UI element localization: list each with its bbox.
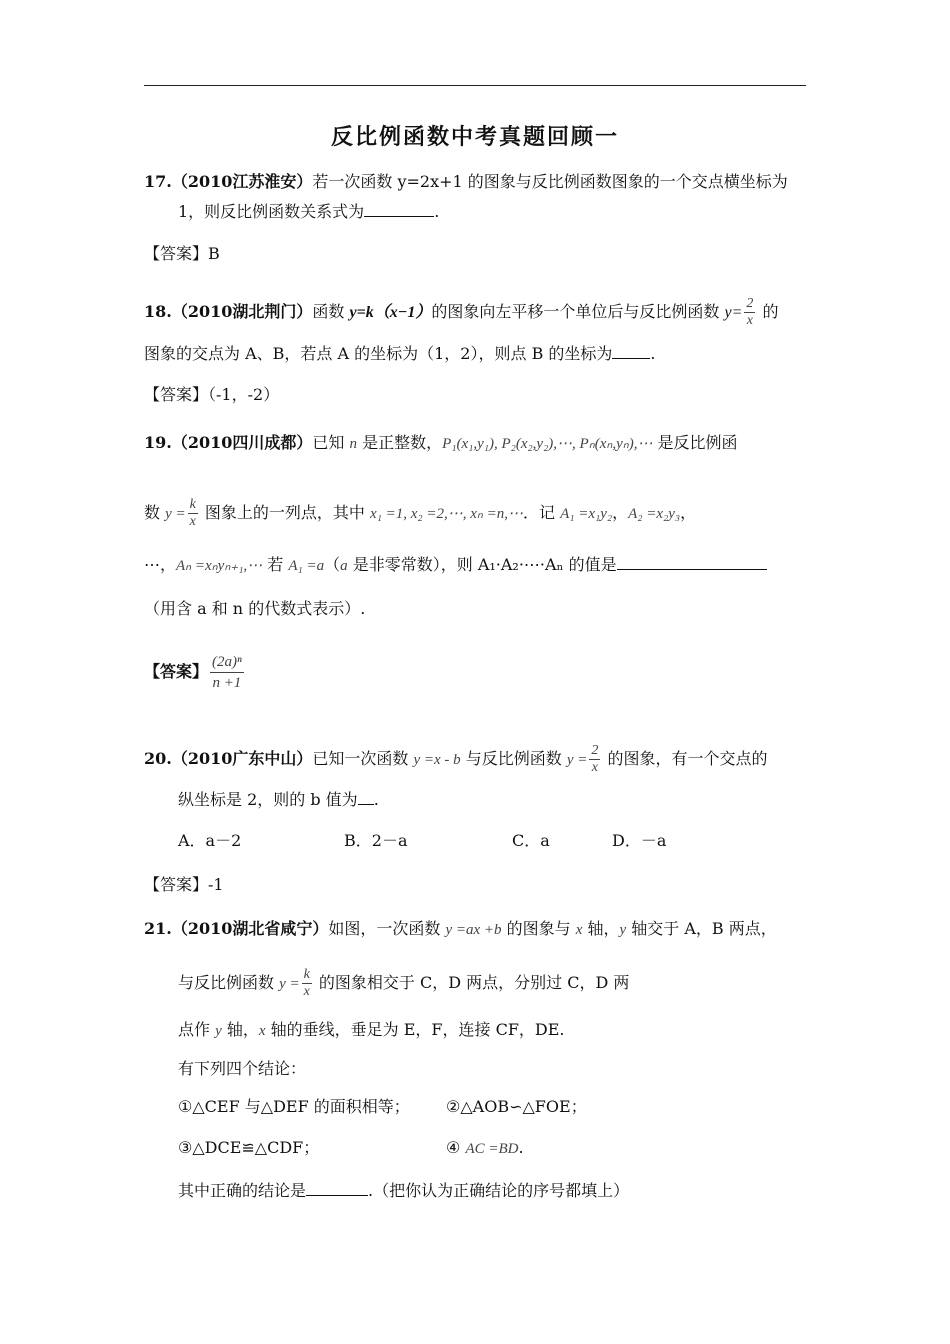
- q20-option-d[interactable]: D．－a: [612, 831, 667, 850]
- q21-line-1: [144, 918, 777, 941]
- q21-line-2: [178, 967, 629, 1000]
- q20-frac-den: x: [589, 759, 600, 776]
- q19-text: 图象上的一列点，其中: [199, 503, 371, 522]
- q21-text: 轴的垂线，垂足为 E，F，连接 CF，DE.: [265, 1020, 565, 1039]
- q19-text: 若: [262, 555, 289, 574]
- q17-line-2: [178, 200, 439, 223]
- q21-frac-num: k: [303, 967, 310, 982]
- q19-line-3: [144, 553, 767, 577]
- q21-conclusion-1: ①△CEF 与△DEF 的面积相等；: [178, 1097, 410, 1116]
- q19-source: （2010四川成都）: [171, 433, 313, 452]
- q17-text-1: 若一次函数 y=2x+1 的图象与反比例函数图象的一个交点横坐标为: [312, 172, 788, 191]
- q19-answer-num: (2a)ⁿ: [212, 654, 242, 670]
- q21-y-eq: y =: [279, 976, 300, 992]
- q21-c4-expr: AC =BD: [465, 1141, 519, 1157]
- q19-line-4: [144, 598, 365, 620]
- q21-blank[interactable]: [306, 1179, 368, 1196]
- q21-text: 轴，: [582, 919, 620, 938]
- q21-line-5: [178, 1179, 629, 1202]
- q20-option-c[interactable]: C．a: [512, 831, 550, 850]
- q18-text-2: 图象的交点为 A、B，若点 A 的坐标为（1，2），则点 B 的坐标为: [144, 344, 613, 363]
- q20-y-eq: y =: [566, 752, 588, 768]
- q21-y: y: [619, 922, 627, 938]
- q18-source: （2010湖北荆门）: [171, 302, 313, 321]
- q19-answer-fraction: [210, 652, 244, 693]
- q20-fraction: [589, 743, 600, 776]
- q19-xs: x₁ =1, x₂ =2,⋯, xₙ =n,⋯: [370, 506, 524, 522]
- q18-frac-num: 2: [746, 296, 754, 311]
- q21-text: 其中正确的结论是: [178, 1181, 307, 1200]
- q20-text-2: 纵坐标是 2，则的 b 值为: [178, 790, 358, 809]
- q19-y-eq: y =: [165, 506, 186, 522]
- q19-a1-eq: A₁ =a: [288, 558, 325, 574]
- q19-frac-num: k: [189, 497, 196, 512]
- q19-number: 19.: [144, 433, 172, 452]
- q17-number: 17.: [144, 172, 172, 191]
- q17-answer-value: B: [208, 244, 220, 263]
- q21-x: x: [575, 922, 583, 938]
- q19-answer: [144, 652, 246, 693]
- q21-y: y: [215, 1023, 222, 1039]
- q20-source: （2010广东中山）: [171, 749, 313, 768]
- q19-sep: ，: [612, 503, 629, 522]
- q21-conclusion-3: ③△DCE≌△CDF；: [178, 1138, 320, 1157]
- q19-text: 是正整数，: [356, 433, 443, 452]
- q21-text: 轴交于 A，B 两点，: [626, 919, 777, 938]
- q21-frac-den: x: [303, 984, 310, 999]
- q21-source: （2010湖北省咸宁）: [171, 919, 329, 938]
- q20-text: 与反比例函数: [460, 749, 567, 768]
- page-title: 反比例函数中考真题回顾一: [330, 124, 619, 150]
- q19-blank[interactable]: [617, 553, 767, 570]
- q19-line-1: [144, 432, 738, 455]
- q18-answer-value: （-1，-2）: [208, 385, 280, 404]
- q21-linear: y =ax +b: [445, 922, 502, 938]
- q21-c4-tail: .: [518, 1138, 524, 1157]
- q21-fraction: [302, 967, 312, 1000]
- q19-a: a: [340, 558, 348, 574]
- q21-line-3: [178, 1019, 565, 1042]
- q20-number: 20.: [144, 749, 172, 768]
- q20-answer: [144, 874, 224, 896]
- q19-text-4: （用含 a 和 n 的代数式表示）.: [144, 599, 366, 618]
- q20-tail: .: [373, 790, 379, 809]
- q18-fraction: [744, 296, 755, 329]
- q18-number: 18.: [144, 302, 172, 321]
- q20-line-2: [178, 788, 379, 811]
- q18-y-eq: y=: [724, 304, 743, 321]
- q21-line-4: 有下列四个结论：: [178, 1059, 307, 1078]
- q21-text: 轴，: [221, 1020, 259, 1039]
- q17-source: （2010江苏淮安）: [171, 172, 313, 191]
- q19-fraction: [188, 497, 198, 530]
- q21-text: 的图象与: [501, 919, 576, 938]
- q19-frac-den: x: [189, 514, 196, 529]
- q19-text: 数: [144, 503, 166, 522]
- q19-points: P₁(x₁,y₁), P₂(x₂,y₂),⋯, Pₙ(xₙ,yₙ),⋯: [442, 436, 653, 452]
- q20-text: 的图象，有一个交点的: [602, 749, 768, 768]
- q17-line-1: [144, 171, 788, 193]
- q18-text: 的图象向左平移一个单位后与反比例函数: [431, 302, 725, 321]
- q19-text: ，: [680, 503, 697, 522]
- q18-blank[interactable]: [612, 342, 650, 359]
- q19-an: Aₙ =xₙyₙ₊₁,⋯: [176, 558, 263, 574]
- q19-text: 是非零常数），则 A₁·A₂·⋯·Aₙ 的值是: [347, 555, 617, 574]
- q19-line-2: [144, 497, 696, 530]
- q20-blank[interactable]: [358, 788, 374, 805]
- header-rule: [144, 85, 806, 86]
- q20-text: 已知一次函数: [312, 749, 414, 768]
- q17-answer: [144, 243, 220, 265]
- q21-text: .（把你认为正确结论的序号都填上）: [368, 1181, 630, 1200]
- q21-conclusion-2: ②△AOB∽△FOE；: [446, 1097, 587, 1116]
- q21-conclusion-4: [446, 1137, 524, 1160]
- q20-linear: y =x - b: [413, 752, 461, 768]
- q18-line-2: [144, 342, 656, 365]
- q21-text: 如图，一次函数: [328, 919, 446, 938]
- answer-label: 【答案】: [144, 385, 209, 404]
- q17-tail: .: [434, 202, 440, 221]
- q18-frac-den: x: [744, 312, 755, 329]
- q19-text: ．记: [523, 503, 561, 522]
- q19-text: （: [324, 555, 341, 574]
- q20-frac-num: 2: [591, 743, 599, 758]
- q19-text: 已知: [312, 433, 350, 452]
- q21-x: x: [258, 1023, 266, 1039]
- q17-blank[interactable]: [364, 200, 434, 217]
- q20-option-a[interactable]: A．a－2: [178, 831, 242, 850]
- q19-text: ⋯，: [144, 555, 177, 574]
- q20-option-b[interactable]: B．2－a: [344, 831, 408, 850]
- q18-line-1: [144, 296, 779, 329]
- q18-text: 的: [757, 302, 779, 321]
- q20-answer-value: -1: [208, 875, 224, 894]
- q21-number: 21.: [144, 919, 172, 938]
- q21-text: 的图象相交于 C，D 两点，分别过 C，D 两: [313, 973, 630, 992]
- q18-answer: [144, 384, 279, 406]
- q19-answer-den: n +1: [210, 672, 244, 693]
- q21-text: 点作: [178, 1020, 216, 1039]
- q17-text-2: 1，则反比例函数关系式为: [178, 202, 365, 221]
- q20-line-1: [144, 743, 767, 776]
- q21-c4-prefix: ④: [446, 1138, 466, 1157]
- q18-function: y=k（x−1）: [349, 304, 432, 321]
- q19-n: n: [349, 436, 357, 452]
- answer-label: 【答案】: [144, 662, 209, 681]
- q18-tail: .: [650, 344, 656, 363]
- q19-text: 是反比例函: [652, 433, 738, 452]
- q19-a1: A₁ =x₁y₂: [560, 506, 613, 522]
- answer-label: 【答案】: [144, 244, 209, 263]
- q18-text: 函数: [312, 302, 350, 321]
- q19-a2: A₂ =x₂y₃: [628, 506, 681, 522]
- answer-label: 【答案】: [144, 875, 209, 894]
- q21-text: 与反比例函数: [178, 973, 280, 992]
